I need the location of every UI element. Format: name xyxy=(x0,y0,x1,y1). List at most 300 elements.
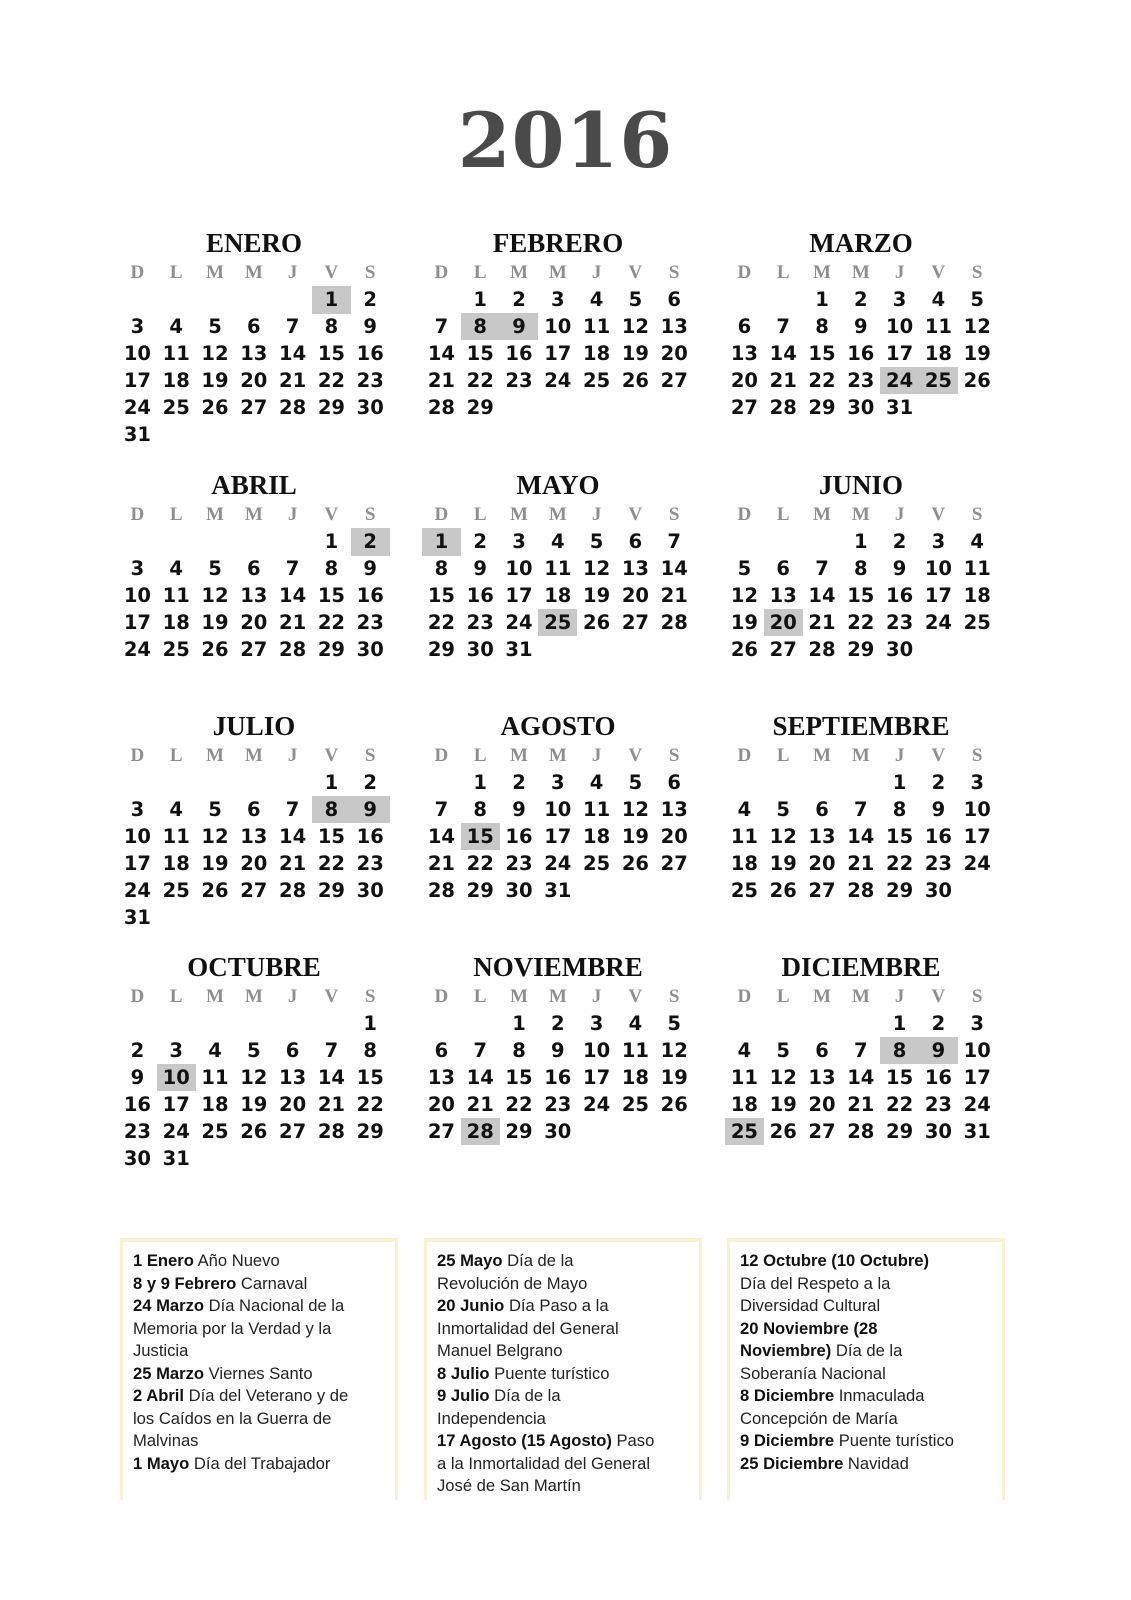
day-cell: 23 xyxy=(356,610,384,634)
weekday-header: D xyxy=(737,504,752,525)
day-cell: 24 xyxy=(963,851,991,875)
day-cell: 16 xyxy=(356,341,384,365)
day-cell: 18 xyxy=(963,583,991,607)
day-cell: 2 xyxy=(551,1012,565,1035)
day-cell: 2 xyxy=(130,1038,145,1062)
day-cell: 19 xyxy=(621,341,649,365)
day-cell: 24 xyxy=(963,1092,991,1116)
holiday-line xyxy=(740,1250,992,1273)
day-cell: 10 xyxy=(123,824,151,848)
day-cell: 28 xyxy=(279,395,307,419)
day-cell: 27 xyxy=(427,1119,455,1143)
day-cell: 31 xyxy=(886,395,914,419)
weekday-header: M xyxy=(813,504,831,525)
weekday-header: V xyxy=(324,262,339,283)
weekday-header: M xyxy=(206,986,224,1007)
holiday-name: Día de la xyxy=(831,1341,903,1360)
day-cell: 20 xyxy=(240,610,268,634)
day-cell: 4 xyxy=(169,556,183,580)
day-cell: 21 xyxy=(660,583,688,607)
weekday-header: M xyxy=(851,745,870,766)
day-cell: 27 xyxy=(240,878,268,902)
day-cell: 30 xyxy=(356,878,384,902)
day-cell: 7 xyxy=(815,556,829,580)
day-cell: 29 xyxy=(356,1119,384,1143)
holiday-line xyxy=(133,1273,385,1296)
day-cell: 8 xyxy=(815,314,829,338)
day-cell: 29 xyxy=(466,395,494,419)
holiday-list xyxy=(120,1238,398,1500)
weekday-header: D xyxy=(130,745,145,766)
day-cell: 19 xyxy=(201,851,229,875)
day-cell: 1 xyxy=(854,530,868,553)
day-cell: 31 xyxy=(544,878,572,902)
month-julio xyxy=(118,711,390,929)
weekday-header: J xyxy=(287,262,298,283)
day-cell: 7 xyxy=(854,797,868,821)
day-cell: 17 xyxy=(123,368,151,392)
day-cell: 5 xyxy=(208,556,222,580)
day-cell: 13 xyxy=(730,341,758,365)
day-cell: 19 xyxy=(769,851,797,875)
day-cell: 20 xyxy=(427,1092,455,1116)
day-cell: 1 xyxy=(324,530,339,553)
day-cell: 4 xyxy=(169,314,183,338)
day-cell: 13 xyxy=(808,1065,836,1089)
holiday-name: Soberanía Nacional xyxy=(740,1363,886,1383)
holiday-line xyxy=(133,1295,385,1318)
weekday-header: S xyxy=(971,504,983,525)
holiday-name: Inmaculada xyxy=(834,1386,925,1405)
weekday-header: J xyxy=(894,986,905,1007)
holiday-line xyxy=(437,1363,689,1386)
day-cell: 21 xyxy=(317,1092,345,1116)
holiday-date: 9 Diciembre xyxy=(740,1431,835,1450)
day-cell: 10 xyxy=(924,556,952,580)
weekday-header: L xyxy=(169,986,183,1007)
day-cell: 13 xyxy=(621,556,649,580)
day-cell: 15 xyxy=(886,824,914,848)
day-cell: 25 xyxy=(583,851,611,875)
day-cell: 22 xyxy=(886,851,914,875)
day-cell: 17 xyxy=(123,610,151,634)
day-cell: 25 xyxy=(162,395,190,419)
day-cell: 14 xyxy=(279,583,307,607)
day-cell: 23 xyxy=(356,851,384,875)
day-cell: 21 xyxy=(427,851,455,875)
day-cell: 19 xyxy=(201,610,229,634)
holiday-date: 8 Diciembre xyxy=(740,1386,835,1405)
weekday-header: D xyxy=(434,504,449,525)
day-cell: 22 xyxy=(808,368,836,392)
day-cell: 10 xyxy=(583,1038,611,1062)
day-cell: 23 xyxy=(123,1119,151,1143)
day-cell: 3 xyxy=(551,771,565,794)
day-cell: 28 xyxy=(279,637,307,661)
day-cell: 16 xyxy=(924,1065,952,1089)
day-cell: 26 xyxy=(621,368,649,392)
day-cell: 21 xyxy=(279,851,307,875)
holidays-section xyxy=(0,1238,1131,1508)
day-cell: 24 xyxy=(544,368,572,392)
day-cell: 6 xyxy=(667,288,681,311)
month-title: MARZO xyxy=(809,228,913,258)
day-cell: 5 xyxy=(737,556,752,580)
holiday-name: Manuel Belgrano xyxy=(437,1341,563,1360)
day-cell: 14 xyxy=(847,824,875,848)
day-cell: 19 xyxy=(621,824,649,848)
day-cell: 5 xyxy=(208,797,222,821)
weekday-header: M xyxy=(851,986,870,1007)
holiday-line xyxy=(437,1430,689,1453)
holiday-line xyxy=(740,1363,992,1386)
day-cell: 27 xyxy=(808,878,836,902)
weekday-header: L xyxy=(776,504,790,525)
holiday-line xyxy=(133,1385,385,1408)
day-cell: 25 xyxy=(583,368,611,392)
holiday-date: 1 Mayo xyxy=(133,1453,190,1473)
day-cell: 27 xyxy=(769,637,797,661)
day-cell: 9 xyxy=(473,556,487,580)
day-cell: 17 xyxy=(886,341,914,365)
day-cell: 11 xyxy=(963,556,991,580)
day-cell: 15 xyxy=(808,341,836,365)
holiday-name: Revolución de Mayo xyxy=(437,1273,588,1293)
weekday-header: S xyxy=(971,262,983,283)
day-cell: 22 xyxy=(505,1092,533,1116)
holiday-line xyxy=(437,1408,689,1431)
month-agosto xyxy=(422,711,694,902)
day-cell: 24 xyxy=(123,878,151,902)
day-cell: 1 xyxy=(892,1012,907,1035)
day-cell: 4 xyxy=(737,797,752,821)
holiday-name: Día de la xyxy=(502,1251,574,1270)
weekday-header: L xyxy=(473,504,487,525)
day-cell: 12 xyxy=(201,341,229,365)
day-cell: 14 xyxy=(769,341,797,365)
day-cell: 6 xyxy=(667,771,681,794)
day-cell: 11 xyxy=(730,1065,758,1089)
day-cell: 31 xyxy=(123,905,151,929)
weekday-header: S xyxy=(668,986,680,1007)
day-cell: 24 xyxy=(123,637,151,661)
holiday-name: Concepción de María xyxy=(740,1408,898,1428)
day-cell: 3 xyxy=(970,771,984,794)
day-cell: 18 xyxy=(730,851,758,875)
day-cell: 8 xyxy=(324,314,339,338)
day-cell: 23 xyxy=(544,1092,572,1116)
weekday-header: L xyxy=(169,745,183,766)
month-diciembre xyxy=(725,952,997,1143)
day-cell: 26 xyxy=(621,851,649,875)
day-cell: 1 xyxy=(892,771,907,794)
holiday-name: a la Inmortalidad del General xyxy=(437,1453,651,1473)
day-cell: 19 xyxy=(730,610,758,634)
day-cell: 4 xyxy=(589,771,604,794)
day-cell: 10 xyxy=(544,314,572,338)
weekday-header: M xyxy=(206,745,224,766)
month-febrero xyxy=(422,228,694,419)
holiday-list xyxy=(424,1238,702,1500)
month-title: JULIO xyxy=(212,711,296,741)
day-cell: 15 xyxy=(317,341,345,365)
day-cell: 29 xyxy=(505,1119,533,1143)
day-cell: 22 xyxy=(886,1092,914,1116)
weekday-header: D xyxy=(130,986,145,1007)
day-cell: 29 xyxy=(317,637,345,661)
holiday-name: Diversidad Cultural xyxy=(740,1296,881,1315)
weekday-header: D xyxy=(434,262,449,283)
day-cell: 9 xyxy=(931,797,946,821)
day-cell: 4 xyxy=(551,530,565,553)
day-cell: 1 xyxy=(363,1012,377,1035)
holiday-name: Independencia xyxy=(437,1408,546,1428)
day-cell: 30 xyxy=(466,637,494,661)
day-cell: 19 xyxy=(201,368,229,392)
holiday-day: 9 xyxy=(351,796,390,824)
day-cell: 9 xyxy=(512,797,526,821)
day-cell: 9 xyxy=(551,1038,565,1062)
weekday-header: V xyxy=(628,745,643,766)
day-cell: 10 xyxy=(886,314,914,338)
holiday-line xyxy=(740,1340,992,1363)
day-cell: 28 xyxy=(427,395,455,419)
day-cell: 23 xyxy=(924,1092,952,1116)
day-cell: 20 xyxy=(808,851,836,875)
day-cell: 16 xyxy=(886,583,914,607)
day-cell: 3 xyxy=(892,288,907,311)
weekday-header: M xyxy=(548,504,567,525)
day-cell: 7 xyxy=(776,314,790,338)
day-cell: 20 xyxy=(660,341,688,365)
holiday-line xyxy=(437,1453,689,1476)
day-cell: 14 xyxy=(466,1065,494,1089)
day-cell: 21 xyxy=(769,368,797,392)
day-cell: 9 xyxy=(363,314,377,338)
day-cell: 1 xyxy=(512,1012,526,1035)
day-cell: 18 xyxy=(162,851,190,875)
day-cell: 26 xyxy=(201,395,229,419)
day-cell: 20 xyxy=(240,851,268,875)
day-cell: 16 xyxy=(505,824,533,848)
month-title: NOVIEMBRE xyxy=(473,952,643,982)
weekday-header: M xyxy=(851,262,870,283)
month-title: MAYO xyxy=(516,470,600,500)
day-cell: 5 xyxy=(589,530,604,553)
weekday-header: M xyxy=(244,262,263,283)
day-cell: 6 xyxy=(434,1038,449,1062)
weekday-header: L xyxy=(473,986,487,1007)
day-cell: 29 xyxy=(466,878,494,902)
day-cell: 7 xyxy=(285,797,300,821)
day-cell: 2 xyxy=(363,288,377,311)
day-cell: 27 xyxy=(730,395,758,419)
day-cell: 8 xyxy=(473,797,487,821)
day-cell: 5 xyxy=(628,288,643,311)
weekday-header: S xyxy=(364,504,376,525)
day-cell: 25 xyxy=(730,878,758,902)
day-cell: 18 xyxy=(544,583,572,607)
weekday-header: L xyxy=(169,504,183,525)
day-cell: 13 xyxy=(279,1065,307,1089)
weekday-header: J xyxy=(591,745,602,766)
day-cell: 17 xyxy=(123,851,151,875)
weekday-header: D xyxy=(737,986,752,1007)
day-cell: 26 xyxy=(963,368,991,392)
weekday-header: J xyxy=(287,504,298,525)
month-title: DICIEMBRE xyxy=(781,952,941,982)
holiday-day: 20 xyxy=(764,609,803,637)
day-cell: 5 xyxy=(667,1012,681,1035)
day-cell: 15 xyxy=(317,824,345,848)
day-cell: 10 xyxy=(963,1038,991,1062)
day-cell: 11 xyxy=(621,1038,649,1062)
day-cell: 30 xyxy=(356,395,384,419)
day-cell: 5 xyxy=(247,1038,261,1062)
day-cell: 29 xyxy=(886,1119,914,1143)
holiday-date: 24 Marzo xyxy=(133,1296,205,1315)
day-cell: 13 xyxy=(240,824,268,848)
day-cell: 23 xyxy=(356,368,384,392)
day-cell: 28 xyxy=(847,1119,875,1143)
day-cell: 30 xyxy=(544,1119,572,1143)
holiday-line xyxy=(133,1430,385,1453)
weekday-header: M xyxy=(206,262,224,283)
weekday-header: V xyxy=(628,262,643,283)
day-cell: 2 xyxy=(931,771,946,794)
day-cell: 18 xyxy=(583,824,611,848)
day-cell: 17 xyxy=(544,341,572,365)
day-cell: 28 xyxy=(769,395,797,419)
day-cell: 26 xyxy=(240,1119,268,1143)
day-cell: 30 xyxy=(924,878,952,902)
month-title: ENERO xyxy=(205,228,303,258)
day-cell: 9 xyxy=(363,556,377,580)
day-cell: 23 xyxy=(886,610,914,634)
holiday-line xyxy=(133,1408,385,1431)
day-cell: 12 xyxy=(621,314,649,338)
day-cell: 11 xyxy=(162,824,190,848)
day-cell: 26 xyxy=(583,610,611,634)
day-cell: 28 xyxy=(660,610,688,634)
day-cell: 16 xyxy=(123,1092,151,1116)
day-cell: 22 xyxy=(466,851,494,875)
holiday-name: los Caídos en la Guerra de xyxy=(133,1408,332,1428)
day-cell: 27 xyxy=(240,395,268,419)
day-cell: 13 xyxy=(427,1065,455,1089)
day-cell: 6 xyxy=(815,1038,829,1062)
day-cell: 23 xyxy=(466,610,494,634)
day-cell: 6 xyxy=(247,797,261,821)
day-cell: 12 xyxy=(730,583,758,607)
holiday-line xyxy=(133,1453,385,1476)
day-cell: 23 xyxy=(505,851,533,875)
holiday-line xyxy=(437,1273,689,1296)
weekday-header: V xyxy=(324,745,339,766)
day-cell: 3 xyxy=(551,288,565,311)
day-cell: 16 xyxy=(924,824,952,848)
day-cell: 3 xyxy=(970,1012,984,1035)
month-title: FEBRERO xyxy=(492,228,624,258)
day-cell: 7 xyxy=(434,797,449,821)
weekday-header: V xyxy=(931,504,946,525)
month-title: OCTUBRE xyxy=(187,952,321,982)
day-cell: 2 xyxy=(512,771,526,794)
weekday-header: S xyxy=(364,262,376,283)
day-cell: 6 xyxy=(776,556,790,580)
day-cell: 3 xyxy=(130,797,145,821)
day-cell: 1 xyxy=(473,771,487,794)
day-cell: 4 xyxy=(970,530,984,553)
day-cell: 13 xyxy=(660,797,688,821)
day-cell: 3 xyxy=(931,530,946,553)
day-cell: 28 xyxy=(808,637,836,661)
day-cell: 7 xyxy=(324,1038,339,1062)
day-cell: 27 xyxy=(279,1119,307,1143)
day-cell: 12 xyxy=(769,824,797,848)
day-cell: 9 xyxy=(892,556,907,580)
day-cell: 27 xyxy=(621,610,649,634)
month-octubre xyxy=(118,952,390,1170)
day-cell: 16 xyxy=(466,583,494,607)
day-cell: 30 xyxy=(847,395,875,419)
weekday-header: L xyxy=(776,986,790,1007)
day-cell: 12 xyxy=(621,797,649,821)
day-cell: 30 xyxy=(886,637,914,661)
holiday-name: Puente turístico xyxy=(834,1431,954,1450)
day-cell: 28 xyxy=(279,878,307,902)
month-marzo xyxy=(725,228,997,419)
weekday-header: M xyxy=(851,504,870,525)
holiday-day: 1 xyxy=(422,528,461,556)
day-cell: 2 xyxy=(512,288,526,311)
day-cell: 31 xyxy=(123,422,151,446)
day-cell: 4 xyxy=(169,797,183,821)
day-cell: 19 xyxy=(660,1065,688,1089)
day-cell: 2 xyxy=(473,530,487,553)
holiday-day: 1 xyxy=(312,286,351,314)
weekday-header: M xyxy=(548,745,567,766)
day-cell: 26 xyxy=(660,1092,688,1116)
day-cell: 8 xyxy=(363,1038,377,1062)
weekday-header: S xyxy=(971,745,983,766)
day-cell: 14 xyxy=(427,824,455,848)
holiday-name: Memoria por la Verdad y la xyxy=(133,1318,332,1338)
weekday-header: M xyxy=(548,986,567,1007)
day-cell: 29 xyxy=(427,637,455,661)
day-cell: 27 xyxy=(808,1119,836,1143)
day-cell: 17 xyxy=(505,583,533,607)
holiday-date: 20 Noviembre (28 xyxy=(740,1318,878,1338)
day-cell: 19 xyxy=(769,1092,797,1116)
day-cell: 24 xyxy=(123,395,151,419)
holiday-line xyxy=(437,1318,689,1341)
day-cell: 12 xyxy=(583,556,611,580)
day-cell: 21 xyxy=(279,610,307,634)
day-cell: 28 xyxy=(847,878,875,902)
day-cell: 29 xyxy=(317,878,345,902)
day-cell: 31 xyxy=(505,637,533,661)
month-mayo xyxy=(422,470,694,661)
day-cell: 21 xyxy=(279,368,307,392)
day-cell: 11 xyxy=(583,314,611,338)
weekday-header: S xyxy=(668,745,680,766)
holiday-list xyxy=(727,1238,1005,1500)
day-cell: 22 xyxy=(317,610,345,634)
holiday-name: Paso xyxy=(611,1431,655,1450)
day-cell: 30 xyxy=(505,878,533,902)
weekday-header: M xyxy=(548,262,567,283)
